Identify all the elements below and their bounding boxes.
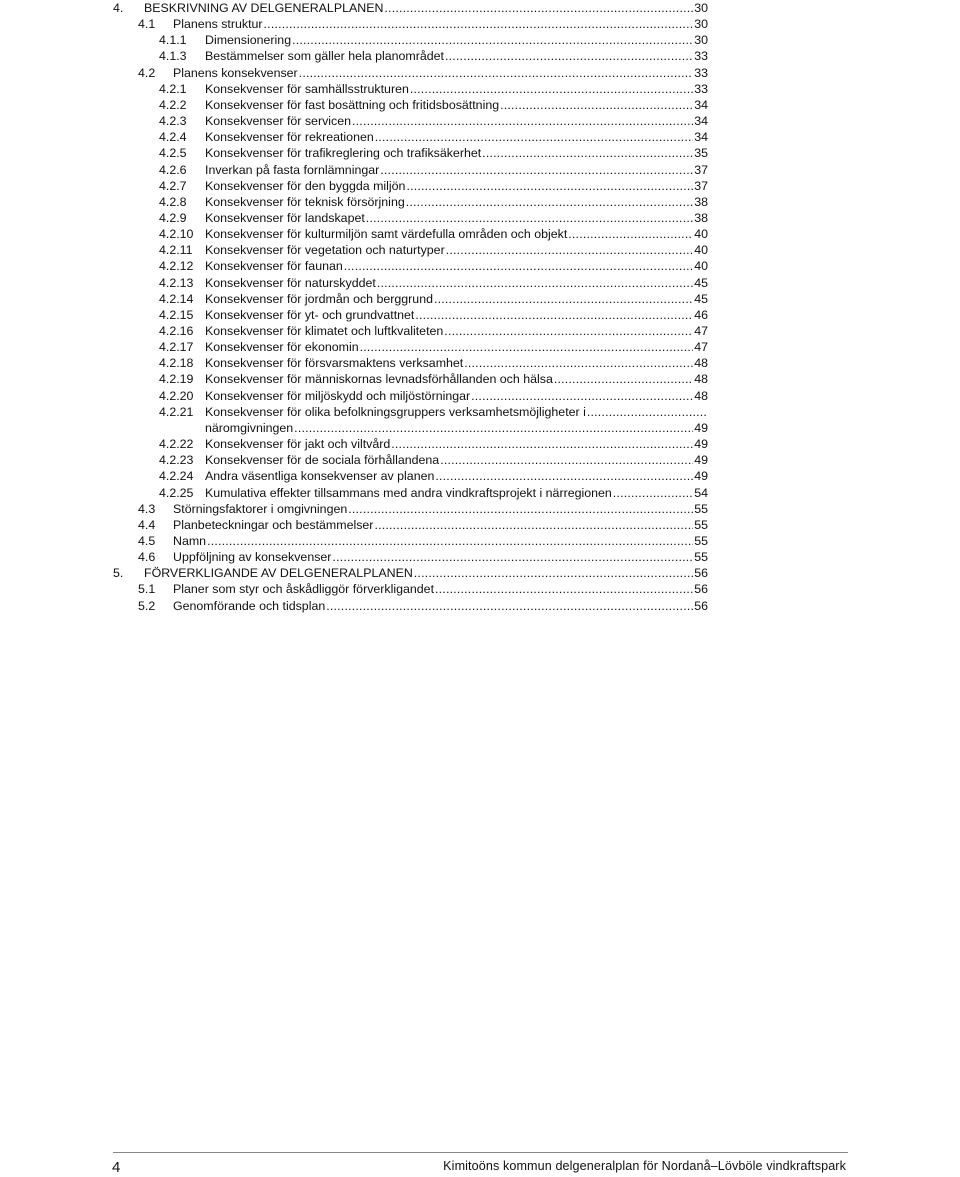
toc-entry-title: Konsekvenser för yt- och grundvattnet	[205, 307, 415, 322]
toc-dot-leader	[326, 598, 693, 614]
toc-dot-leader	[391, 436, 693, 452]
toc-entry-page: 55	[694, 517, 708, 532]
toc-entry[interactable]	[159, 307, 708, 323]
toc-entry-number: 4.4	[138, 517, 156, 532]
toc-entry[interactable]	[138, 517, 708, 533]
toc-entry-page: 40	[694, 243, 708, 258]
toc-entry-page: 54	[694, 485, 708, 500]
toc-dot-leader	[366, 210, 693, 226]
toc-dot-leader	[435, 581, 693, 597]
toc-entry-page: 49	[694, 437, 708, 452]
toc-entry[interactable]	[159, 388, 708, 404]
toc-entry-page: 48	[694, 356, 708, 371]
toc-entry-title: Bestämmelser som gäller hela planområdet	[205, 49, 444, 64]
toc-entry[interactable]	[159, 32, 708, 48]
toc-entry[interactable]	[159, 404, 708, 420]
toc-entry[interactable]	[159, 291, 708, 307]
toc-entry-page: 34	[694, 97, 708, 112]
toc-dot-leader	[414, 565, 693, 581]
toc-dot-leader	[348, 501, 693, 517]
toc-entry-number: 4.2.3	[159, 114, 187, 129]
toc-entry-page: 48	[694, 388, 708, 403]
toc-entry-number: 4.2.17	[159, 340, 194, 355]
toc-entry-number: 4.2.10	[159, 227, 194, 242]
toc-entry[interactable]	[159, 81, 708, 97]
toc-entry-page: 49	[694, 453, 708, 468]
toc-entry[interactable]	[159, 194, 708, 210]
toc-entry-page: 40	[694, 259, 708, 274]
toc-entry-page: 46	[694, 307, 708, 322]
toc-dot-leader	[613, 485, 693, 501]
toc-entry-title: Konsekvenser för försvarsmaktens verksamhet	[205, 356, 464, 371]
toc-entry-number: 4.2.25	[159, 485, 194, 500]
toc-entry[interactable]	[159, 226, 708, 242]
toc-dot-leader	[587, 404, 707, 420]
toc-dot-leader	[406, 194, 693, 210]
toc-entry-title: Konsekvenser för den byggda miljön	[205, 178, 406, 193]
toc-entry[interactable]	[159, 48, 708, 64]
toc-entry-page: 38	[694, 210, 708, 225]
toc-entry-page: 37	[694, 162, 708, 177]
toc-entry-number: 5.2	[138, 598, 156, 613]
footer-divider	[113, 1152, 848, 1153]
toc-entry-number: 4.2.5	[159, 146, 187, 161]
toc-entry-title: Konsekvenser för olika befolkningsgruppers verksamhetsmöjligheter i	[205, 404, 586, 419]
toc-entry-number: 4.2	[138, 65, 156, 80]
toc-entry-number: 4.2.7	[159, 178, 187, 193]
toc-entry[interactable]	[159, 436, 708, 452]
toc-entry-page: 56	[694, 566, 708, 581]
toc-dot-leader	[500, 97, 693, 113]
toc-entry[interactable]	[138, 16, 708, 32]
toc-dot-leader	[471, 388, 693, 404]
toc-entry-page: 37	[694, 178, 708, 193]
toc-entry-page: 34	[694, 130, 708, 145]
toc-entry[interactable]	[159, 355, 708, 371]
toc-dot-leader	[375, 129, 693, 145]
toc-entry[interactable]	[159, 242, 708, 258]
toc-entry-number: 4.3	[138, 501, 156, 516]
toc-entry[interactable]	[159, 452, 708, 468]
toc-entry-number: 4.2.19	[159, 372, 194, 387]
toc-entry-page: 30	[694, 33, 708, 48]
toc-entry-number: 4.	[113, 1, 124, 15]
toc-entry-number: 5.1	[138, 582, 156, 597]
toc-entry-title: näromgivningen	[205, 420, 294, 435]
toc-entry-page: 33	[694, 49, 708, 64]
toc-dot-leader	[207, 533, 693, 549]
toc-entry[interactable]	[159, 178, 708, 194]
toc-entry-page: 55	[694, 501, 708, 516]
toc-dot-leader	[446, 242, 694, 258]
toc-entry[interactable]	[159, 258, 708, 274]
toc-dot-leader	[352, 113, 693, 129]
toc-entry-page: 38	[694, 194, 708, 209]
toc-dot-leader	[377, 275, 693, 291]
toc-entry-number: 4.2.9	[159, 210, 187, 225]
toc-entry-number: 4.2.23	[159, 453, 194, 468]
toc-entry-title: Konsekvenser för trafikreglering och trafiksäkerhet	[205, 146, 482, 161]
toc-dot-leader	[384, 0, 693, 16]
toc-entry-title: Inverkan på fasta fornlämningar	[205, 162, 380, 177]
toc-entry[interactable]	[138, 598, 708, 614]
toc-entry[interactable]	[159, 485, 708, 501]
toc-entry-title: FÖRVERKLIGANDE AV DELGENERALPLANEN	[144, 566, 413, 581]
toc-entry-title: Konsekvenser för miljöskydd och miljöstörningar	[205, 388, 471, 403]
toc-entry-number: 4.2.20	[159, 388, 194, 403]
toc-entry-title: Konsekvenser för faunan	[205, 259, 343, 274]
toc-entry[interactable]	[159, 129, 708, 145]
toc-entry-page: 48	[694, 372, 708, 387]
toc-entry-page: 35	[694, 146, 708, 161]
toc-dot-leader	[415, 307, 693, 323]
toc-entry-page: 49	[694, 420, 708, 435]
toc-entry-title: Konsekvenser för de sociala förhållandena	[205, 453, 440, 468]
toc-entry[interactable]	[159, 210, 708, 226]
toc-entry-title: Konsekvenser för naturskyddet	[205, 275, 376, 290]
toc-entry-title: Planbeteckningar och bestämmelser	[173, 517, 374, 532]
toc-dot-leader	[374, 517, 693, 533]
toc-entry-title: Konsekvenser för samhällsstrukturen	[205, 81, 409, 96]
toc-entry[interactable]	[159, 420, 708, 436]
toc-entry-page: 30	[694, 17, 708, 32]
toc-entry[interactable]	[138, 533, 708, 549]
toc-entry-title: Planens struktur	[173, 17, 263, 32]
toc-dot-leader	[360, 339, 694, 355]
toc-entry-number: 4.6	[138, 550, 156, 565]
toc-entry-page: 33	[694, 81, 708, 96]
toc-entry-number: 4.2.15	[159, 307, 194, 322]
toc-entry-title: Konsekvenser för landskapet	[205, 210, 365, 225]
footer-document-title: Kimitoöns kommun delgeneralplan för Nordanå–Lövböle vindkraftspark	[443, 1159, 846, 1173]
toc-dot-leader	[380, 162, 693, 178]
toc-entry-number: 4.2.22	[159, 437, 194, 452]
toc-entry-page: 55	[694, 550, 708, 565]
toc-entry[interactable]	[138, 65, 708, 81]
toc-dot-leader	[332, 549, 693, 565]
toc-entry-page: 45	[694, 275, 708, 290]
toc-dot-leader	[445, 48, 693, 64]
toc-entry-page: 33	[694, 65, 708, 80]
toc-entry-title: Konsekvenser för människornas levnadsförhållanden och hälsa	[205, 372, 553, 387]
toc-entry-title: Konsekvenser för teknisk försörjning	[205, 194, 405, 209]
toc-entry[interactable]	[138, 581, 708, 597]
toc-entry-title: Andra väsentliga konsekvenser av planen	[205, 469, 435, 484]
toc-entry-number: 4.1.3	[159, 49, 187, 64]
toc-entry-title: Uppföljning av konsekvenser	[173, 550, 332, 565]
toc-entry-number: 4.2.12	[159, 259, 194, 274]
toc-dot-leader	[568, 226, 693, 242]
toc-entry-title: Konsekvenser för jordmån och berggrund	[205, 291, 433, 306]
toc-entry-title: Planens konsekvenser	[173, 65, 298, 80]
toc-entry-title: Genomförande och tidsplan	[173, 598, 326, 613]
toc-entry-number: 4.2.2	[159, 97, 187, 112]
toc-entry-number: 4.2.11	[159, 243, 193, 258]
toc-entry-title: Konsekvenser för ekonomin	[205, 340, 359, 355]
toc-dot-leader	[292, 32, 693, 48]
toc-entry[interactable]	[159, 339, 708, 355]
toc-entry-title: Konsekvenser för jakt och viltvård	[205, 437, 391, 452]
toc-entry-title: Konsekvenser för kulturmiljön samt värdefulla områden och objekt	[205, 227, 568, 242]
toc-entry-number: 4.1	[138, 17, 156, 32]
toc-entry-number: 4.2.13	[159, 275, 194, 290]
toc-dot-leader	[344, 258, 693, 274]
toc-entry-page: 34	[694, 114, 708, 129]
toc-entry[interactable]	[138, 501, 708, 517]
toc-entry-title: Dimensionering	[205, 33, 292, 48]
toc-dot-leader	[410, 81, 693, 97]
toc-dot-leader	[434, 291, 693, 307]
toc-dot-leader	[444, 323, 693, 339]
toc-entry-number: 4.2.18	[159, 356, 194, 371]
toc-entry-page: 56	[694, 598, 708, 613]
toc-entry[interactable]	[159, 371, 708, 387]
toc-entry[interactable]	[159, 145, 708, 161]
toc-dot-leader	[435, 468, 693, 484]
toc-dot-leader	[440, 452, 693, 468]
footer-page-number: 4	[112, 1159, 121, 1176]
toc-entry-page: 45	[694, 291, 708, 306]
toc-entry[interactable]	[159, 468, 708, 484]
toc-entry-number: 4.2.6	[159, 162, 187, 177]
toc-entry-number: 4.2.16	[159, 324, 194, 338]
toc-entry-page: 47	[694, 340, 708, 355]
toc-entry-title: Störningsfaktorer i omgivningen	[173, 501, 348, 516]
toc-entry-title: Konsekvenser för servicen	[205, 114, 352, 129]
toc-dot-leader	[482, 145, 693, 161]
toc-entry-page: 49	[694, 469, 708, 484]
toc-entry-title: Konsekvenser för fast bosättning och fritidsbosättning	[205, 97, 500, 112]
toc-entry[interactable]	[159, 323, 708, 339]
toc-dot-leader	[264, 16, 694, 32]
toc-entry-page: 30	[694, 1, 708, 15]
toc-entry[interactable]	[113, 0, 708, 16]
toc-entry-page: 40	[694, 227, 708, 242]
toc-entry-number: 4.2.8	[159, 194, 187, 209]
toc-entry-title: Kumulativa effekter tillsammans med andra vindkraftsprojekt i närregionen	[205, 485, 612, 500]
toc-entry-title: Namn	[173, 533, 207, 548]
toc-dot-leader	[294, 420, 693, 436]
toc-entry-number: 4.2.21	[159, 404, 194, 419]
toc-dot-leader	[299, 65, 694, 81]
toc-dot-leader	[406, 178, 693, 194]
toc-entry-number: 4.1.1	[159, 33, 187, 48]
toc-entry-page: 56	[694, 582, 708, 597]
toc-entry[interactable]	[159, 162, 708, 178]
toc-entry[interactable]	[113, 565, 708, 581]
toc-entry-number: 4.2.24	[159, 469, 194, 484]
toc-entry[interactable]	[159, 113, 708, 129]
toc-entry-title: Konsekvenser för rekreationen	[205, 130, 374, 145]
toc-dot-leader	[464, 355, 693, 371]
toc-entry-number: 5.	[113, 566, 124, 581]
toc-entry-page: 47	[694, 324, 708, 338]
toc-entry-title: Konsekvenser för klimatet och luftkvaliteten	[205, 324, 444, 338]
toc-entry-page: 55	[694, 533, 708, 548]
toc-entry[interactable]	[159, 97, 708, 113]
toc-entry-title: Konsekvenser för vegetation och naturtyper	[205, 243, 445, 258]
toc-entry-number: 4.2.14	[159, 291, 194, 306]
toc-entry[interactable]	[159, 275, 708, 291]
toc-entry-title: BESKRIVNING AV DELGENERALPLANEN	[144, 1, 384, 15]
toc-entry[interactable]	[138, 549, 708, 565]
toc-entry-number: 4.2.1	[159, 81, 187, 96]
toc-entry-number: 4.5	[138, 533, 156, 548]
toc-entry-number: 4.2.4	[159, 130, 187, 145]
toc-dot-leader	[554, 371, 693, 387]
toc-entry-title: Planer som styr och åskådliggör förverkligandet	[173, 582, 435, 597]
